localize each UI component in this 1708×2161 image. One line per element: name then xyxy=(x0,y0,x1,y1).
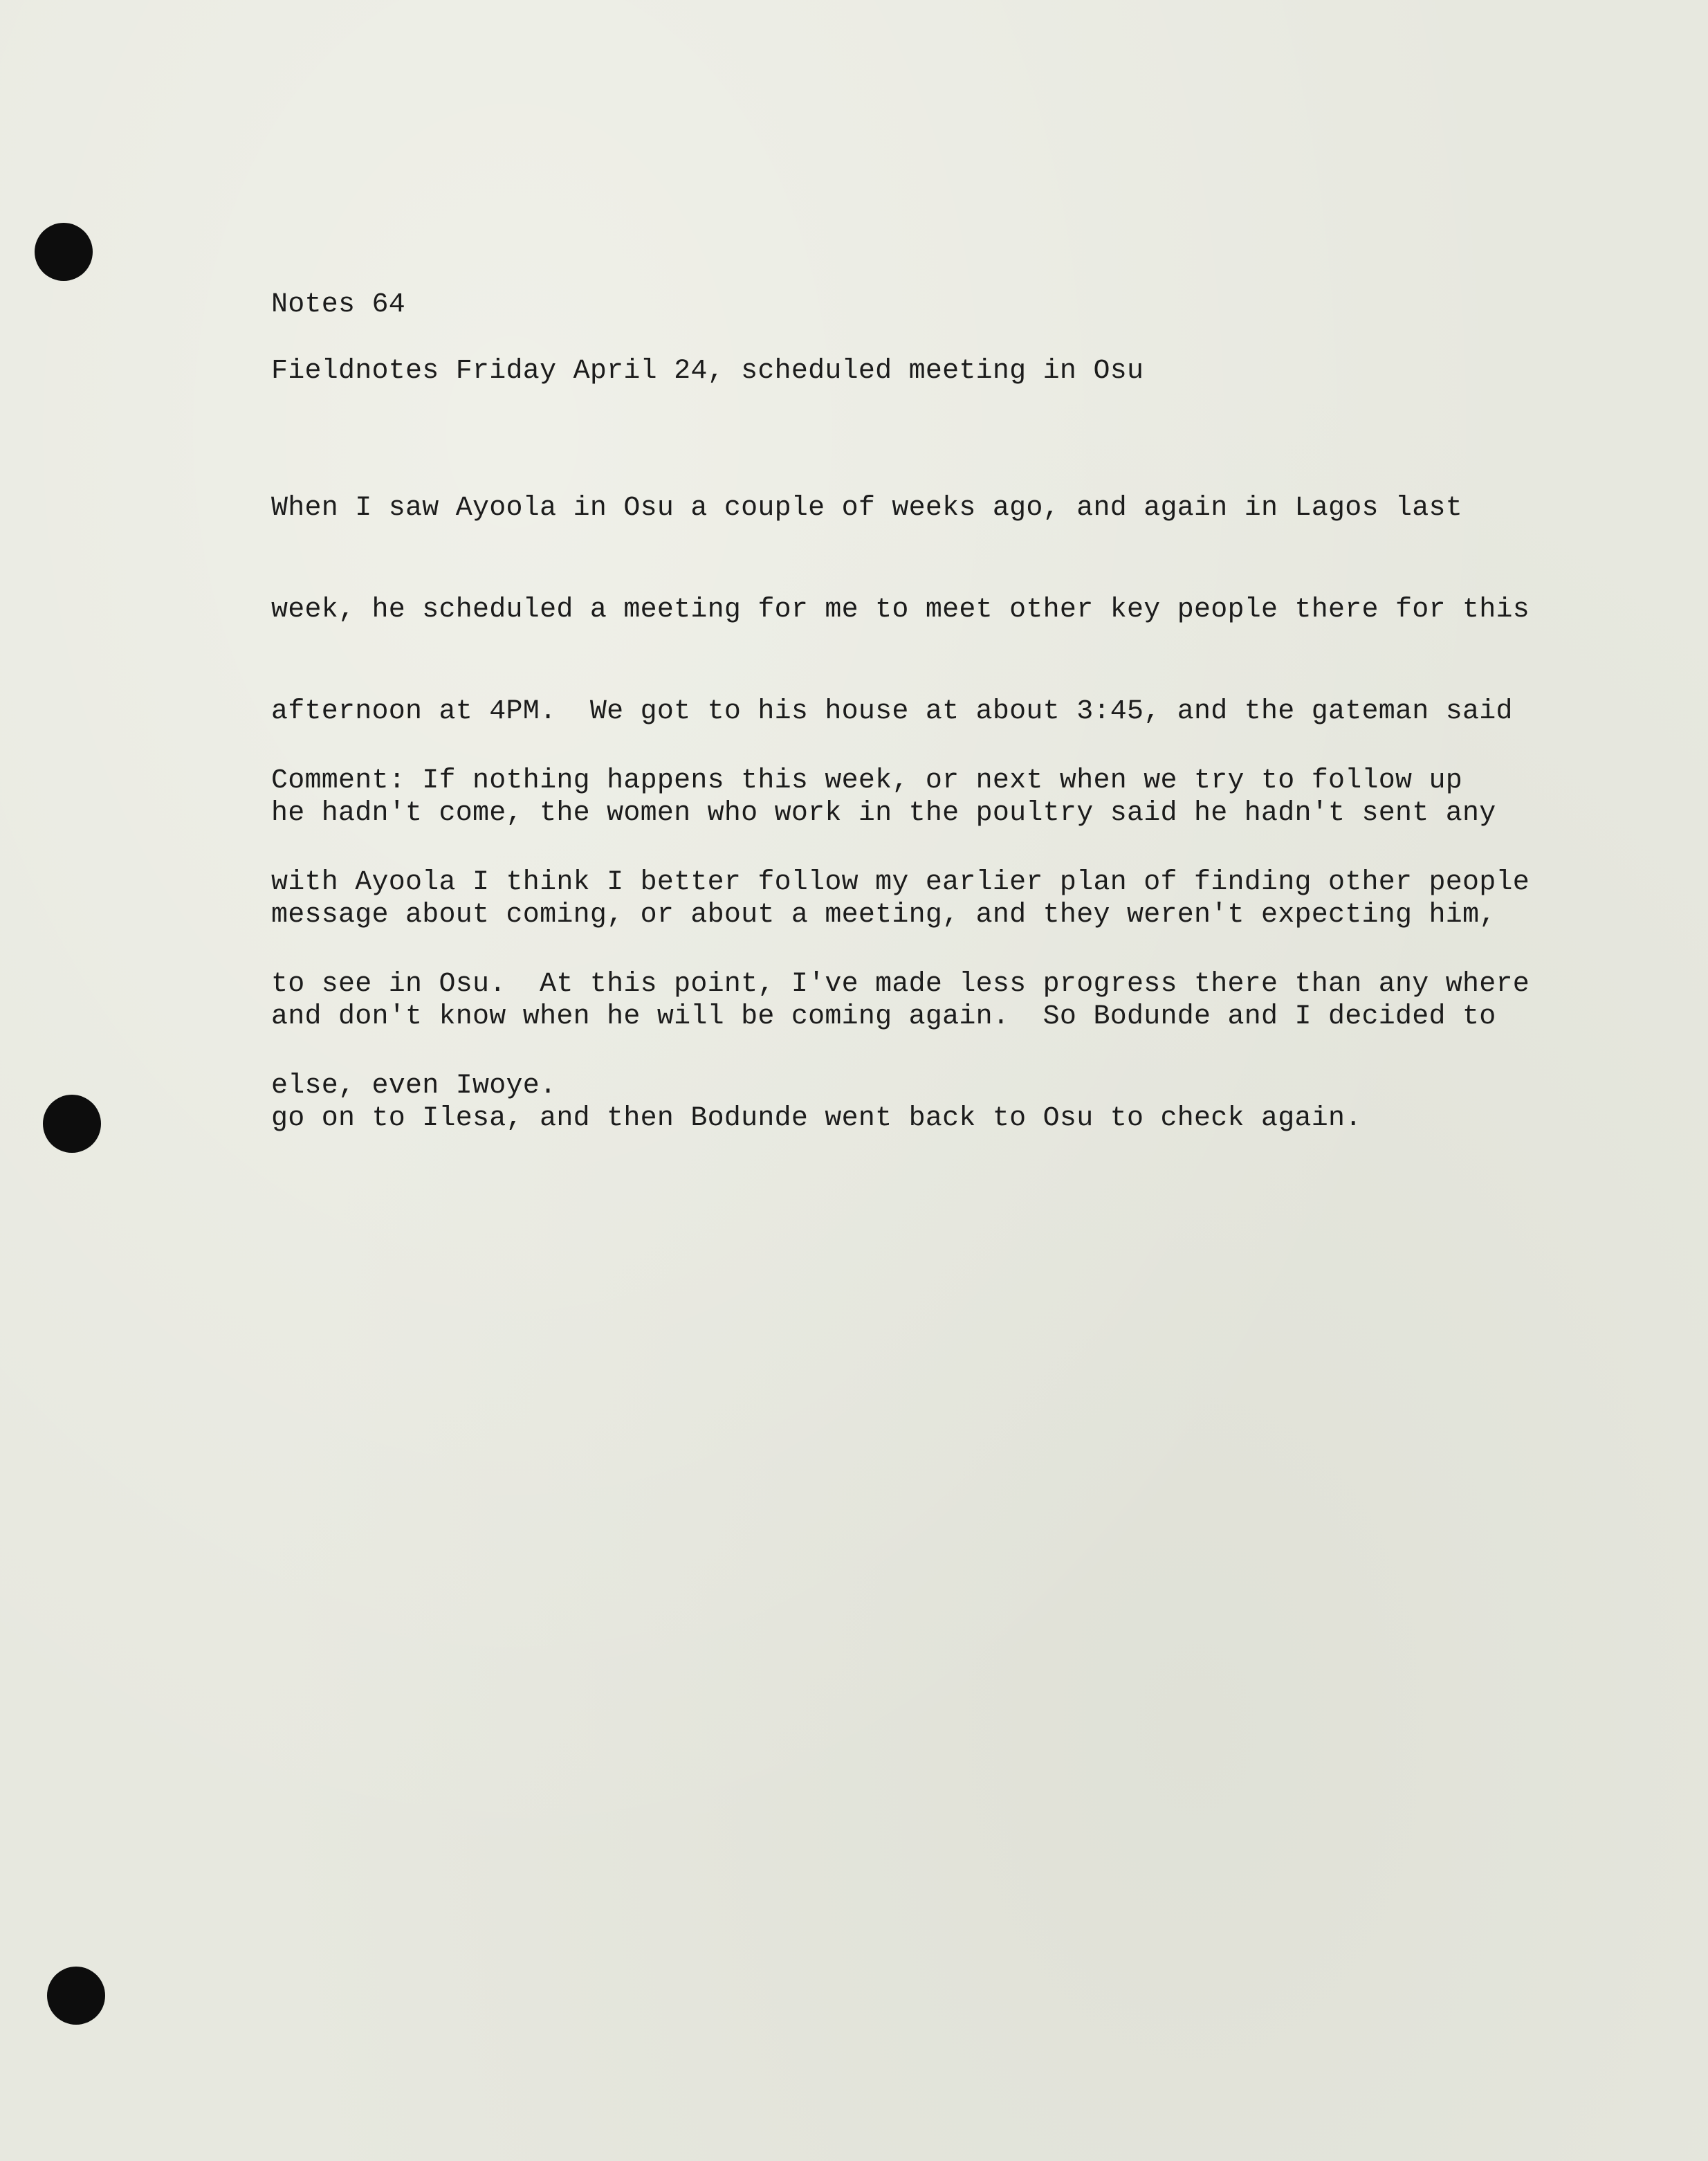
main-paragraph-line: afternoon at 4PM. We got to his house at about 3:45, and the gateman said xyxy=(271,696,1513,727)
comment-paragraph-line: to see in Osu. At this point, I've made less progress there than any where xyxy=(271,969,1530,1000)
punch-hole-bottom xyxy=(47,1967,105,2025)
comment-paragraph-line: with Ayoola I think I better follow my earlier plan of finding other people xyxy=(271,867,1530,898)
main-paragraph-line: he hadn't come, the women who work in the poultry said he hadn't sent any xyxy=(271,798,1496,829)
comment-paragraph-line: else, even Iwoye. xyxy=(271,1070,557,1102)
main-paragraph-line: go on to Ilesa, and then Bodunde went back to Osu to check again. xyxy=(271,1103,1362,1134)
notes-title: Notes 64 xyxy=(271,289,406,320)
fieldnotes-heading: Fieldnotes Friday April 24, scheduled meeting in Osu xyxy=(271,356,1144,387)
punch-hole-middle xyxy=(43,1095,101,1153)
main-paragraph-line: and don't know when he will be coming again. So Bodunde and I decided to xyxy=(271,1001,1496,1032)
main-paragraph-line: message about coming, or about a meeting, and they weren't expecting him, xyxy=(271,900,1496,931)
main-paragraph-line: When I saw Ayoola in Osu a couple of weeks ago, and again in Lagos last xyxy=(271,493,1463,524)
comment-paragraph xyxy=(271,696,1530,1171)
punch-hole-top xyxy=(35,223,93,281)
comment-paragraph-line: Comment: If nothing happens this week, or next when we try to follow up xyxy=(271,765,1463,796)
main-paragraph-line: week, he scheduled a meeting for me to meet other key people there for this xyxy=(271,594,1530,626)
